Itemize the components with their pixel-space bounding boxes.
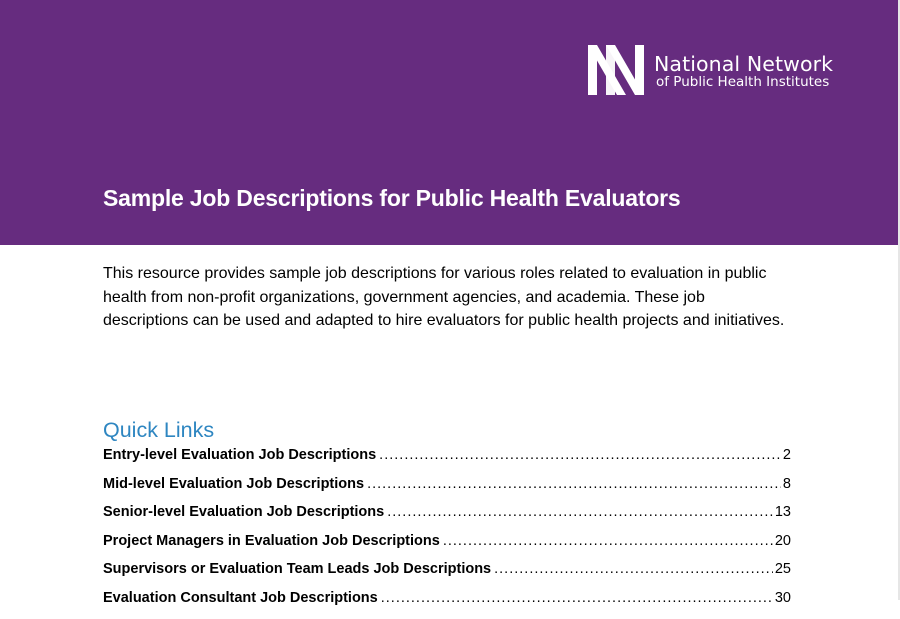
toc-dot-leader	[387, 504, 773, 520]
toc-entry-label: Supervisors or Evaluation Team Leads Job Descriptions	[103, 561, 492, 578]
toc-entry-label: Mid-level Evaluation Job Descriptions	[103, 475, 365, 492]
toc-entry-project-managers[interactable]	[103, 533, 791, 562]
toc-page-number: 13	[774, 504, 791, 521]
toc-entry-supervisors[interactable]	[103, 561, 791, 590]
quick-links-heading: Quick Links	[103, 418, 215, 442]
toc-page-number: 20	[774, 532, 791, 549]
toc-dot-leader	[494, 561, 773, 577]
nnphi-logo	[586, 40, 833, 100]
toc-entry-label: Project Managers in Evaluation Job Descriptions	[103, 532, 440, 549]
document-title: Sample Job Descriptions for Public Health Evaluators	[103, 185, 681, 211]
nnphi-logo-icon	[586, 41, 648, 99]
toc-page-number: 2	[782, 447, 791, 463]
toc-entry-label: Senior-level Evaluation Job Descriptions	[103, 504, 385, 521]
toc-page-number: 30	[774, 589, 791, 606]
toc-entry-mid-level[interactable]	[103, 476, 791, 505]
toc-page-number: 8	[782, 475, 791, 492]
logo-wordmark	[654, 53, 833, 90]
toc-dot-leader	[381, 590, 773, 606]
header-banner	[0, 0, 898, 245]
toc-entry-senior-level[interactable]	[103, 504, 791, 533]
logo-line2: of Public Health Institutes	[656, 73, 830, 90]
toc-dot-leader	[379, 447, 781, 463]
toc-entry-consultant[interactable]	[103, 590, 791, 619]
intro-paragraph: This resource provides sample job descriptions for various roles related to evaluation in public health from non-profit organizations, government agencies, and academia. These job descriptions can be used and adapted to hire evaluators for public health projects and initiatives.	[103, 265, 785, 329]
toc-page-number: 25	[774, 561, 791, 578]
toc-entry-label: Entry-level Evaluation Job Descriptions	[103, 447, 377, 463]
logo-line1: National Network	[654, 51, 834, 76]
toc-dot-leader	[367, 476, 781, 492]
toc-entry-entry-level[interactable]	[103, 447, 791, 476]
toc-dot-leader	[443, 533, 773, 549]
toc-entry-label: Evaluation Consultant Job Descriptions	[103, 589, 378, 606]
quick-links-list	[103, 447, 791, 619]
